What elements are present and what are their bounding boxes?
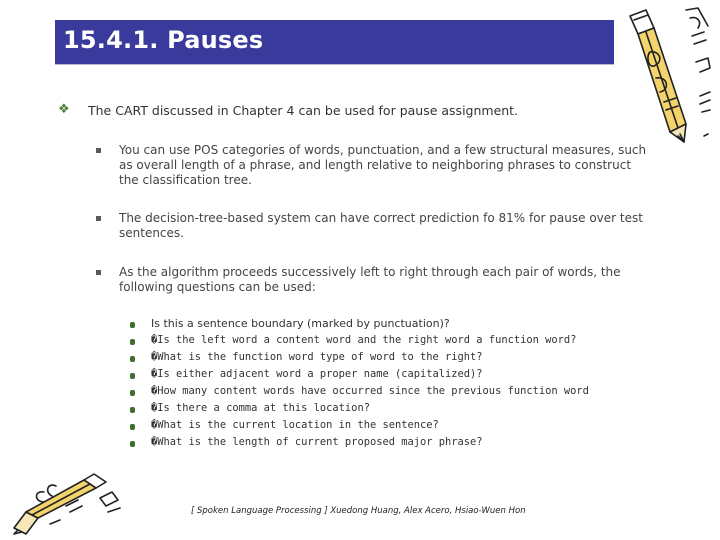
main-bullet-text: The CART discussed in Chapter 4 can be used for pause assignment. [88,103,519,118]
question-text: �Is there a comma at this location? [151,402,370,414]
question-text: �What is the current location in the sentence? [151,419,439,431]
square-bullet-icon [96,216,101,221]
question-text: Is this a sentence boundary (marked by punctuation)? [151,317,450,330]
sub-bullet-text: The decision-tree-based system can have correct prediction fo 81% for pause over test sentences. [119,211,643,240]
pencil-clipart-icon [620,6,712,156]
diamond-flourish-icon: ❖ [58,102,70,117]
question-text: �What is the length of current proposed major phrase? [151,436,483,448]
question-text: �How many content words have occurred since the previous function word [151,385,589,397]
sub-bullet-text: As the algorithm proceeds successively left to right through each pair of words, the following questions can be used: [119,265,621,294]
pencil-clipart-icon [4,472,124,536]
round-bullet-icon [130,390,135,396]
square-bullet-icon [96,270,101,275]
round-bullet-icon [130,441,135,447]
round-bullet-icon [130,407,135,413]
round-bullet-icon [130,339,135,345]
square-bullet-icon [96,148,101,153]
sub-bullet-text: You can use POS categories of words, punctuation, and a few structural measures, such as overall length of a phrase, and length relative to neighboring phrases to construct the classification tree. [119,143,647,187]
round-bullet-icon [130,373,135,379]
citation: [ Spoken Language Processing ] Xuedong Huang, Alex Acero, Hsiao-Wuen Hon [191,506,526,516]
question-text: �Is either adjacent word a proper name (capitalized)? [151,368,483,380]
round-bullet-icon [130,322,135,328]
question-text: �What is the function word type of word to the right? [151,351,483,363]
page-title: 15.4.1. Pauses [63,26,264,54]
round-bullet-icon [130,424,135,430]
round-bullet-icon [130,356,135,362]
title-bar [55,20,614,65]
question-text: �Is the left word a content word and the right word a function word? [151,334,577,346]
